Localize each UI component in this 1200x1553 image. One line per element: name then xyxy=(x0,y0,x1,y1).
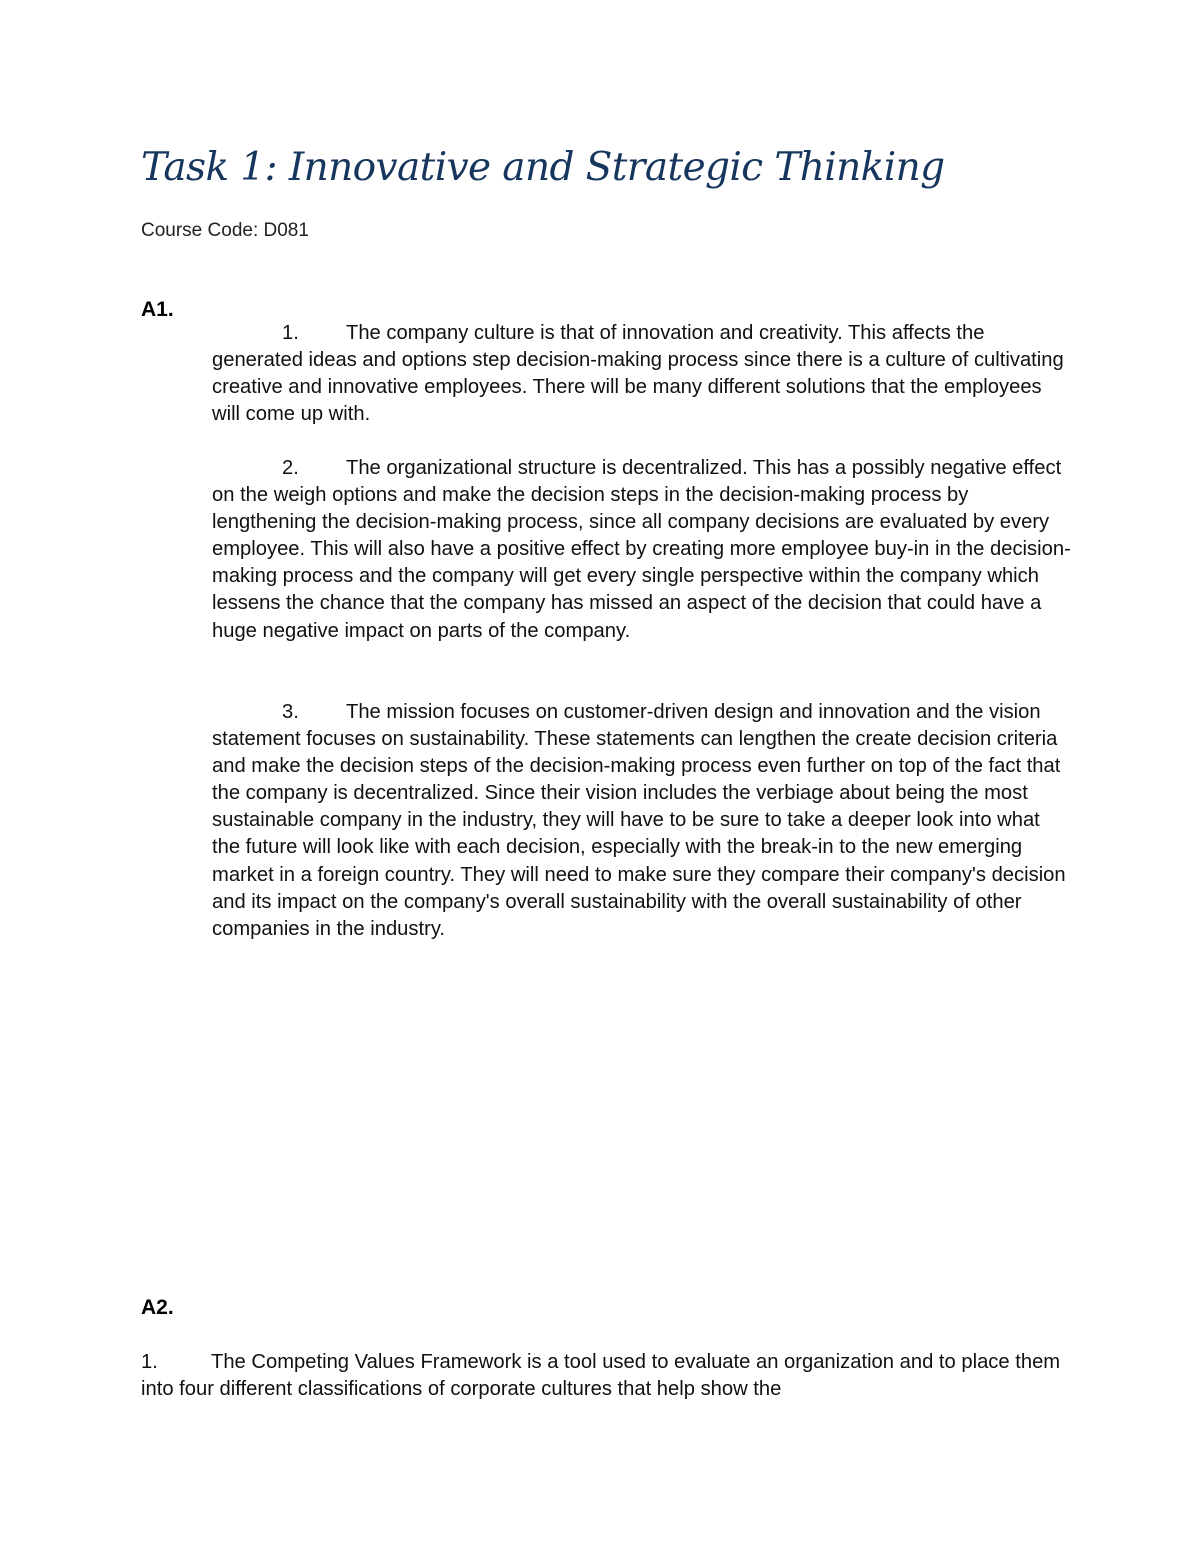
list-item-number: 1. xyxy=(141,1351,158,1373)
list-item-text: The Competing Values Framework is a tool used to evaluate an organization and to place them into four different classifications of corporate cultures that help show the xyxy=(141,1351,1061,1401)
a2-list-item-1 xyxy=(141,1349,1076,1403)
list-item-text: The organizational structure is decentralized. This has a possibly negative effect on the weigh options and make the decision steps in the decision-making process by lengthening the decision-making process, since all company decisions are evaluated by every employee. This will also have a positive effect by creating more employee buy-in in the decision-making process and the company will get every single perspective within the company which lessens the chance that the company has missed an aspect of the decision that could have a huge negative impact on parts of the company. xyxy=(212,457,1071,642)
a1-list-item-2 xyxy=(212,455,1072,645)
list-item-number: 1. xyxy=(282,322,299,344)
list-item-number: 3. xyxy=(282,701,299,723)
list-item-number: 2. xyxy=(282,457,299,479)
course-code: Course Code: D081 xyxy=(141,220,309,241)
section-heading-a2: A2. xyxy=(141,1296,174,1319)
document-title: Task 1: Innovative and Strategic Thinking xyxy=(141,145,945,190)
a1-list-item-1 xyxy=(212,320,1072,428)
a1-list-item-3 xyxy=(212,699,1072,943)
list-item-text: The company culture is that of innovation and creativity. This affects the generated ideas and options step decision-making process since there is a culture of cultivating creative and innovative employees. There will be many different solutions that the employees will come up with. xyxy=(212,322,1064,426)
section-heading-a1: A1. xyxy=(141,298,174,321)
list-item-text: The mission focuses on customer-driven design and innovation and the vision statement focuses on sustainability. These statements can lengthen the create decision criteria and make the decision steps of the decision-making process even further on top of the fact that the company is decentralized. Since their vision includes the verbiage about being the most sustainable company in the industry, they will have to be sure to take a deeper look into what the future will look like with each decision, especially with the break-in to the new emerging market in a foreign country. They will need to make sure they compare their company's decision and its impact on the company's overall sustainability with the overall sustainability of other companies in the industry. xyxy=(212,701,1066,940)
